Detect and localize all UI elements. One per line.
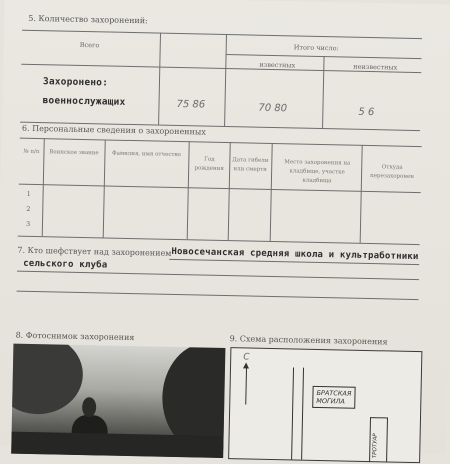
photo-ground <box>11 432 223 458</box>
col-unknown-header: неизвестных <box>353 62 398 72</box>
row-label-buried: Захоронено: <box>42 76 109 89</box>
row-number-3: 3 <box>25 219 31 228</box>
patron-line-1: Новосечанская средняя школа и культработники <box>171 246 419 263</box>
value-unknown: 5 6 <box>358 106 375 119</box>
patron-underline-2 <box>17 271 419 280</box>
header-rank: Воинское звание <box>49 149 99 157</box>
header-burial-place: Место захоронения на кладбище, участке кладбища <box>284 159 351 185</box>
north-arrow-shaft <box>245 364 247 404</box>
sidewalk-box <box>369 417 388 462</box>
row-number-1: 1 <box>26 189 31 198</box>
col-known-header: известных <box>259 60 296 70</box>
burial-scheme <box>228 347 422 463</box>
header-death-date: Дата гибели или смерти <box>232 157 269 173</box>
north-arrow-head <box>243 362 249 368</box>
photo-tree-left <box>11 344 83 415</box>
mass-grave-label-1: БРАТСКАЯ <box>316 388 352 398</box>
patron-underline-3 <box>17 291 419 300</box>
table5-top-border <box>22 30 422 39</box>
section5-title: 5. Количество захоронений: <box>28 13 148 26</box>
mass-grave-label-2: МОГИЛА <box>316 396 345 406</box>
header-reburied-from: Откуда перезахоронен <box>370 164 415 180</box>
table5-col-divider-3 <box>322 56 325 128</box>
col-of-them-header: Итого число: <box>293 43 339 53</box>
section7-label: 7. Кто шефствует над захоронением <box>17 245 172 258</box>
patron-line-2: сельского клуба <box>23 258 108 271</box>
burial-photo <box>11 344 225 458</box>
table6-col-divider-2 <box>103 139 106 237</box>
value-total: 75 86 <box>176 98 206 111</box>
north-label: С <box>243 352 250 363</box>
road-line-left <box>291 367 294 459</box>
section8-title: 8. Фотоснимок захоронения <box>15 330 135 343</box>
table6-col-divider-3 <box>187 141 190 239</box>
table5-col-divider-1 <box>158 33 161 125</box>
header-number: № п/п <box>23 148 40 156</box>
section9-title: 9. Схема расположения захоронения <box>229 334 388 347</box>
sidewalk-label: ТРОТУАР <box>372 433 379 459</box>
mass-grave-box <box>312 386 355 409</box>
header-birth-year: Год рождения <box>194 156 224 172</box>
col-total-header: Всего <box>79 40 100 50</box>
header-full-name: Фамилия, имя отчество <box>111 150 181 159</box>
row-label-military: военнослужащих <box>42 95 126 108</box>
photo-statue-head <box>82 397 96 417</box>
section6-title: 6. Персональные сведения о захороненных <box>21 123 206 137</box>
row-number-2: 2 <box>26 204 31 213</box>
value-known: 70 80 <box>258 102 288 115</box>
road-line-right <box>301 368 304 460</box>
table5-col-divider-2 <box>224 34 227 126</box>
